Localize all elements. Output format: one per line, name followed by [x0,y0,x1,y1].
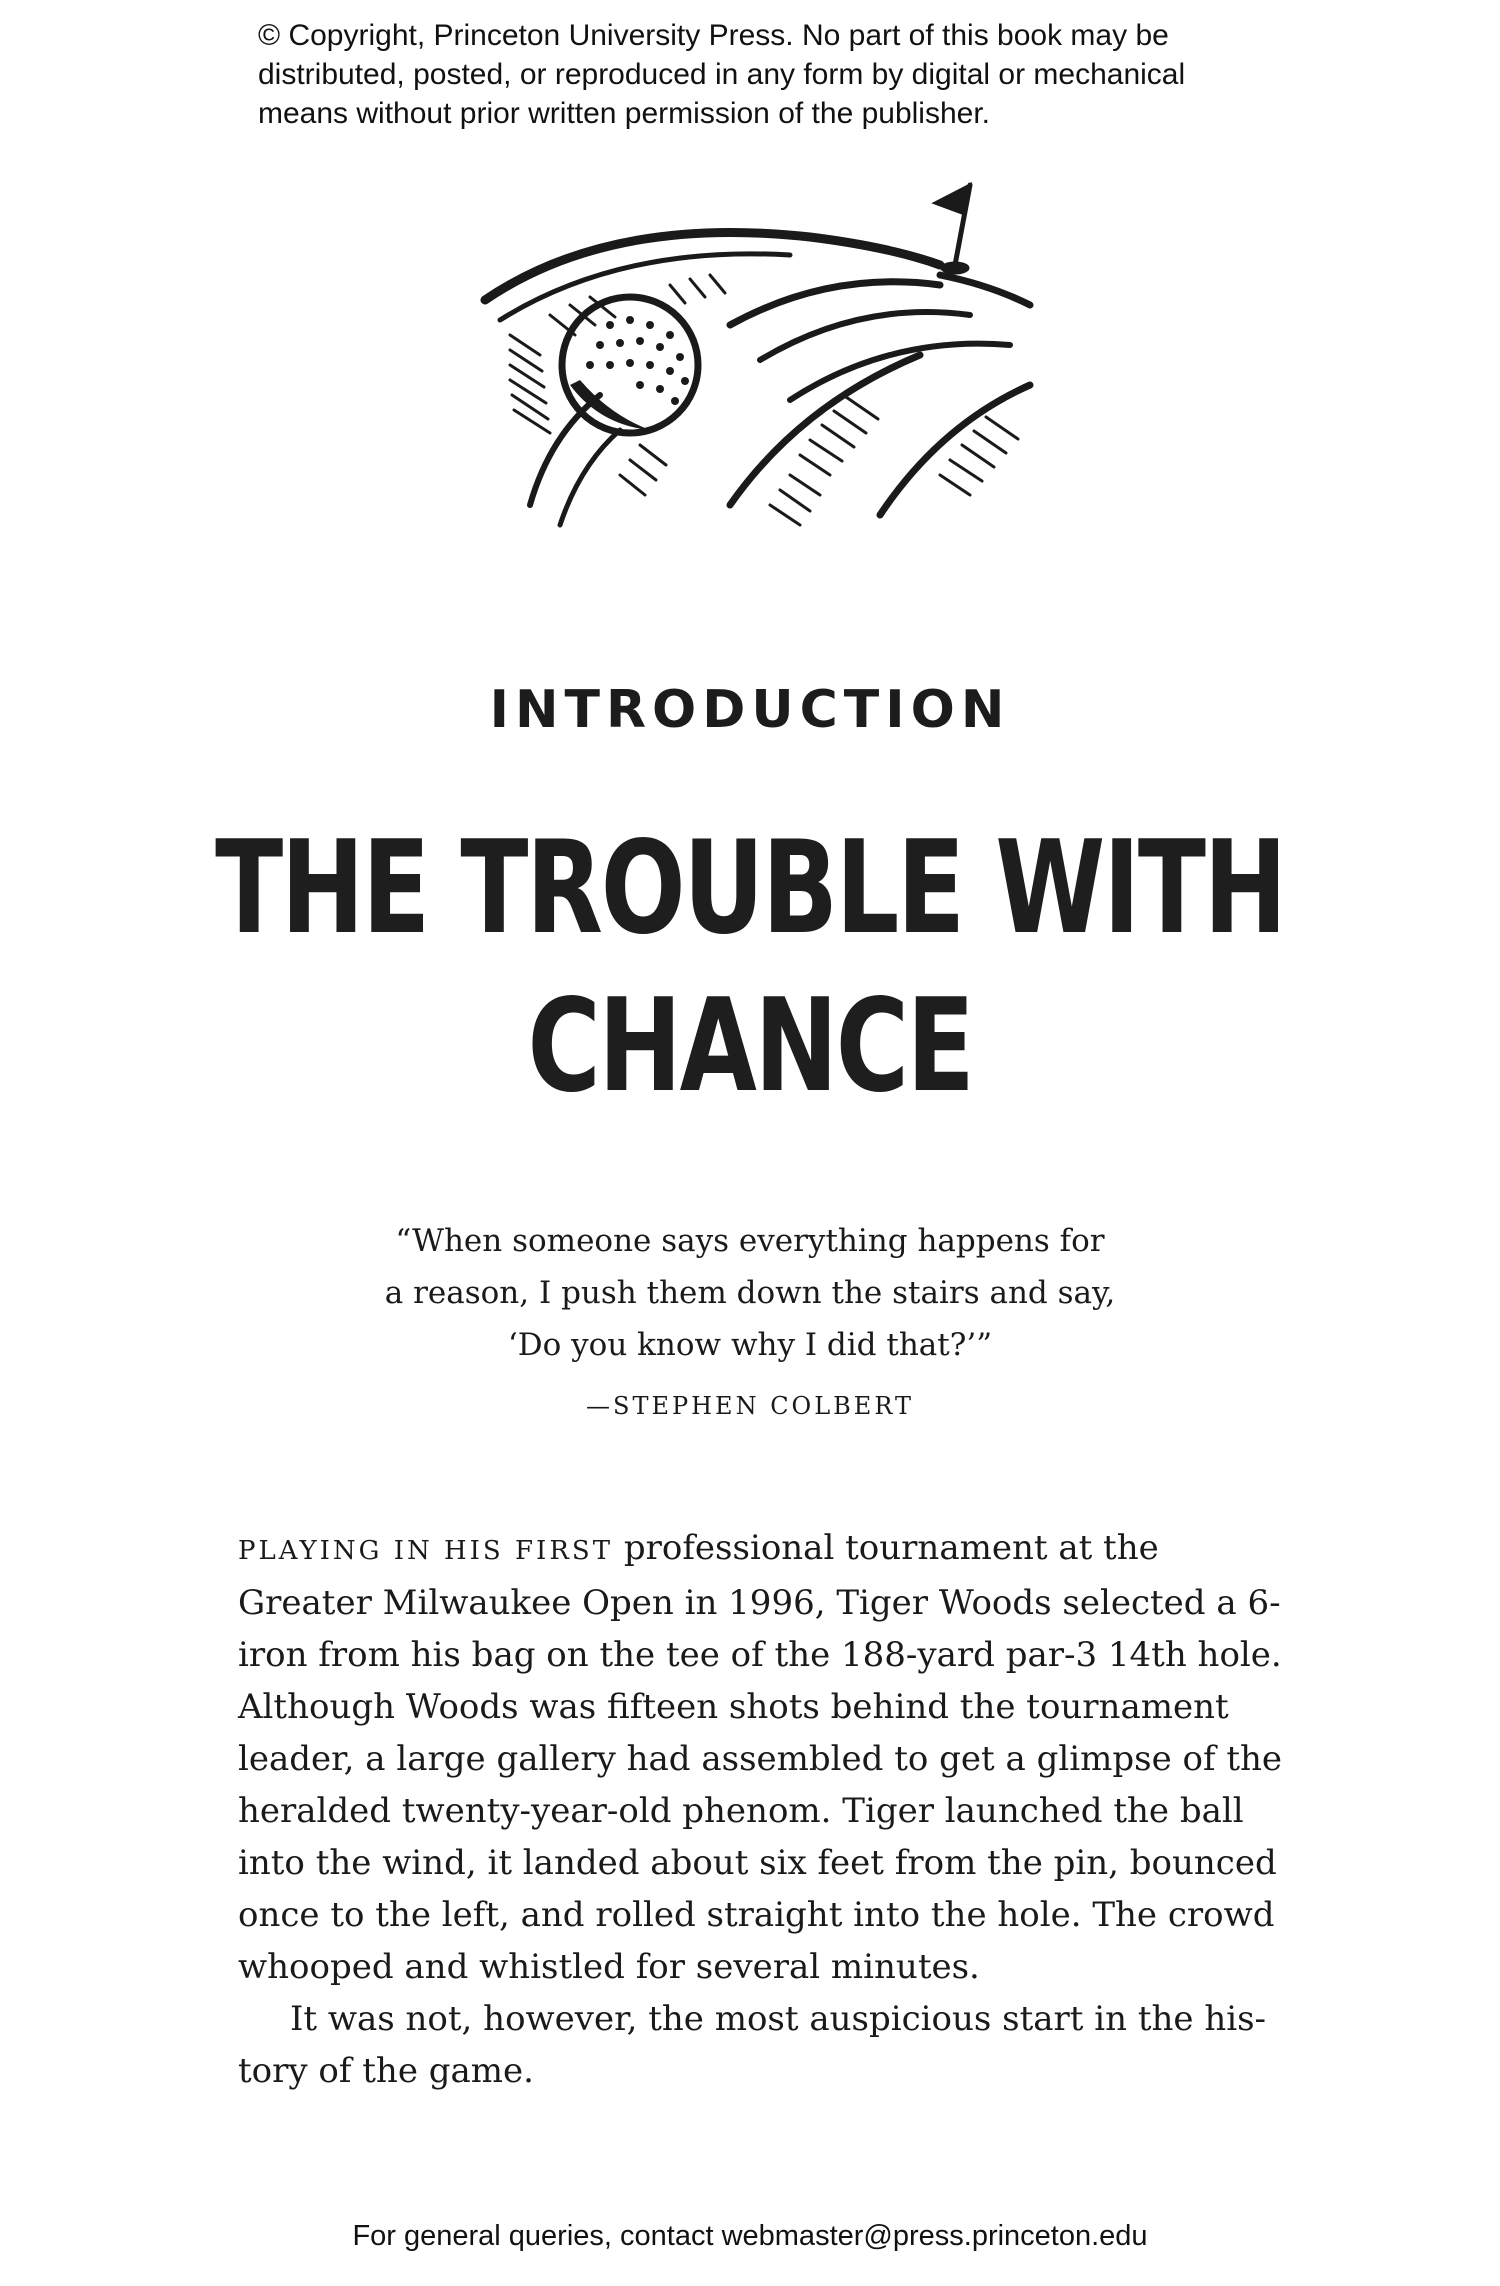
body-text [238,1522,1298,2097]
copyright-notice [258,16,1278,133]
epigraph-line: “When someone says everything happens for [395,1223,1105,1259]
body-line: tory of the game. [238,2051,534,2091]
chapter-title [165,810,1335,1126]
lead-in-smallcaps: PLAYING IN HIS FIRST [238,1536,614,1566]
chapter-label: INTRODUCTION [489,680,1011,740]
body-line: heralded twenty-year-old phenom. Tiger launched the ball [238,1791,1244,1831]
copyright-line: distributed, posted, or reproduced in any form by digital or mechanical [258,58,1186,91]
body-line: leader, a large gallery had assembled to get a glimpse of the [238,1739,1283,1779]
epigraph-attribution: —STEPHEN COLBERT [586,1392,914,1420]
body-line: It was not, however, the most auspicious start in the his- [290,1999,1267,2039]
epigraph-line: a reason, I push them down the stairs and say, [384,1275,1116,1311]
body-line [238,1522,1298,1577]
epigraph-line: ‘Do you know why I did that?’” [507,1327,993,1363]
golf-ball-flag-engraving-icon [470,175,1040,570]
body-line: Although Woods was fifteen shots behind the tournament [238,1687,1229,1727]
body-line: Greater Milwaukee Open in 1996, Tiger Woods selected a 6- [238,1583,1281,1623]
body-line: whooped and whistled for several minutes. [238,1947,980,1987]
copyright-line: © Copyright, Princeton University Press. No part of this book may be [258,19,1169,52]
chapter-title-line: THE TROUBLE WITH [215,814,1285,963]
copyright-line: means without prior written permission of the publisher. [258,97,991,130]
chapter-title-line: CHANCE [527,972,973,1121]
body-line: once to the left, and rolled straight into the hole. The crowd [238,1895,1275,1935]
body-line: into the wind, it landed about six feet from the pin, bounced [238,1843,1277,1883]
first-line-rest: professional tournament at the [613,1528,1159,1568]
body-line: iron from his bag on the tee of the 188-yard par-3 14th hole. [238,1635,1282,1675]
epigraph-quote [0,1215,1500,1371]
footer-contact: For general queries, contact webmaster@press.princeton.edu [352,2220,1148,2252]
